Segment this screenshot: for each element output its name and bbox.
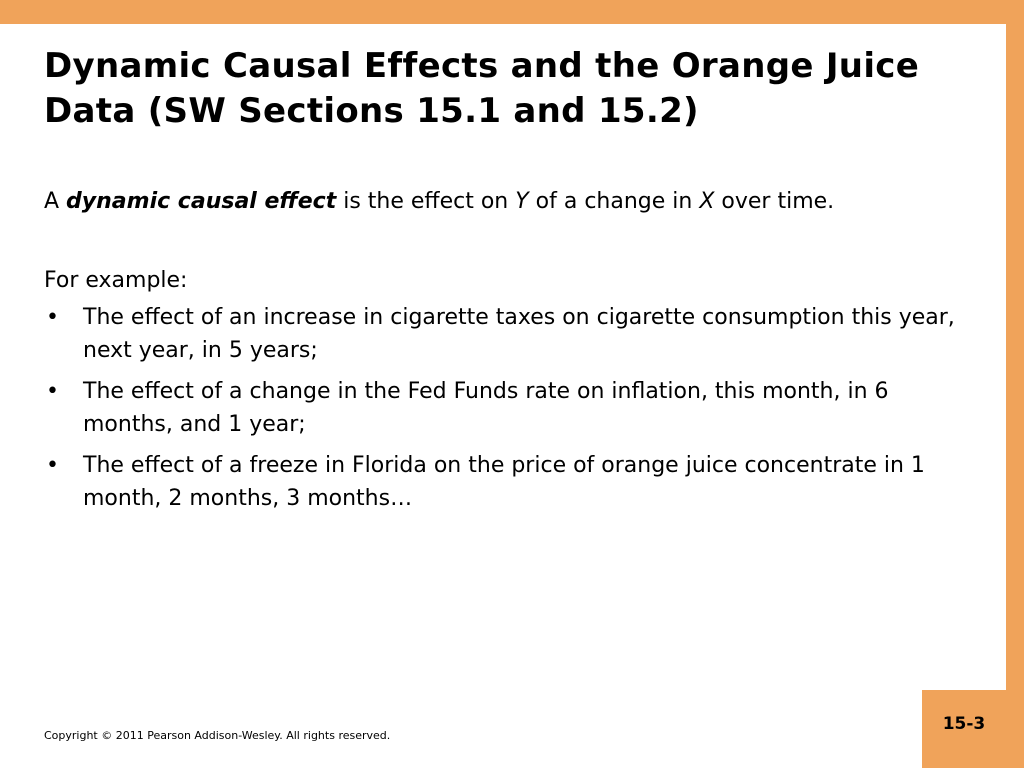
definition-paragraph	[44, 185, 974, 218]
slide-title: Dynamic Causal Effects and the Orange Juice Data (SW Sections 15.1 and 15.2)	[44, 46, 920, 131]
definition-term: dynamic causal effect	[66, 189, 337, 214]
list-item-text: The effect of an increase in cigarette taxes on cigarette consumption this year, next year, in 5 years;	[83, 305, 955, 363]
definition-text-4: over time.	[714, 189, 835, 214]
list-item	[44, 301, 974, 367]
list-item-text: The effect of a change in the Fed Funds rate on inflation, this month, in 6 months, and 1 year;	[83, 379, 889, 437]
slide-body	[44, 185, 974, 523]
top-border-bar	[0, 0, 1024, 24]
list-item	[44, 375, 974, 441]
paragraph-spacer	[44, 218, 974, 264]
definition-text-1: A	[44, 189, 67, 214]
bullet-icon: •	[46, 453, 59, 478]
page-number: 15-3	[942, 714, 986, 734]
example-intro: For example:	[44, 268, 188, 293]
variable-x: X	[699, 189, 715, 214]
definition-text-3: of a change in	[528, 189, 700, 214]
example-list	[44, 301, 974, 515]
copyright-notice: Copyright © 2011 Pearson Addison-Wesley. All rights reserved.	[44, 729, 391, 742]
list-item	[44, 449, 974, 515]
definition-text-2: is the effect on	[336, 189, 516, 214]
bullet-icon: •	[46, 305, 59, 330]
right-border-bar	[1006, 0, 1024, 768]
bullet-icon: •	[46, 379, 59, 404]
variable-y: Y	[515, 189, 529, 214]
list-item-text: The effect of a freeze in Florida on the price of orange juice concentrate in 1 month, 2 months, 3 months…	[83, 453, 925, 511]
